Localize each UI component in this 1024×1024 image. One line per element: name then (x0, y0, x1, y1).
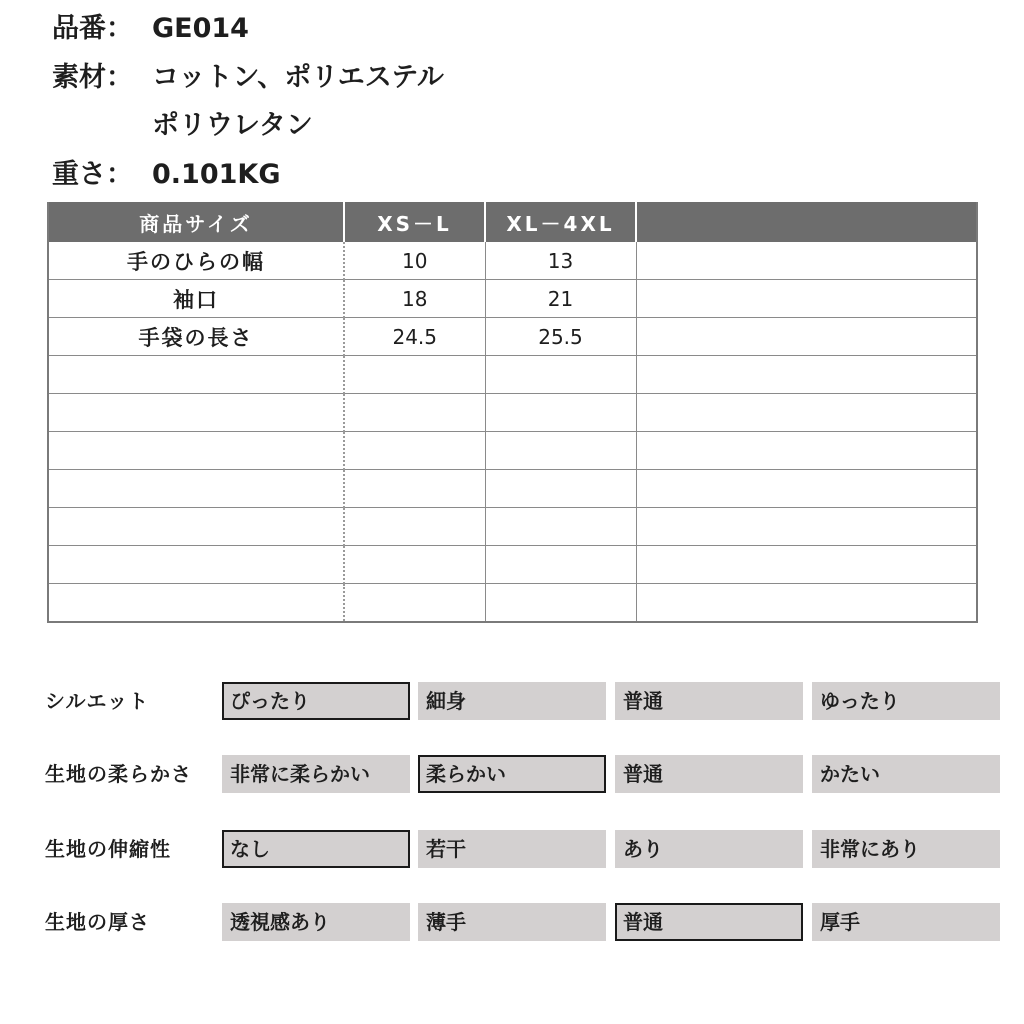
table-row-empty (48, 356, 977, 394)
weight-label: 重さ： (52, 159, 133, 190)
spec-product (52, 6, 249, 45)
scale-label: 生地の伸縮性 (45, 837, 171, 861)
scale-option: 若干 (418, 830, 606, 868)
table-cell: 18 (344, 280, 485, 318)
table-row-empty (48, 432, 977, 470)
row-label: 手のひらの幅 (48, 242, 344, 280)
table-row (48, 242, 977, 280)
table-row (48, 318, 977, 356)
table-cell: 24.5 (344, 318, 485, 356)
product-label: 品番： (52, 13, 133, 44)
header-size-xs-l: XS－L (344, 202, 485, 242)
scale-option: 非常に柔らかい (222, 755, 410, 793)
scale-option-selected: 柔らかい (418, 755, 606, 793)
scale-option: 透視感あり (222, 903, 410, 941)
table-row-empty (48, 584, 977, 623)
scale-fabric-thickness (0, 903, 1024, 941)
table-cell: 13 (485, 242, 636, 280)
header-product-size: 商品サイズ (48, 202, 344, 242)
scale-silhouette (0, 682, 1024, 720)
scale-option-selected: ぴったり (222, 682, 410, 720)
scale-label: 生地の柔らかさ (45, 762, 192, 786)
table-row (48, 280, 977, 318)
header-empty (636, 202, 977, 242)
scale-option: 非常にあり (812, 830, 1000, 868)
scale-option: あり (615, 830, 803, 868)
material-label: 素材： (52, 62, 133, 93)
spec-weight (52, 152, 281, 191)
scale-option: 薄手 (418, 903, 606, 941)
size-table (47, 202, 978, 623)
table-cell (636, 318, 977, 356)
scale-option: 普通 (615, 755, 803, 793)
scale-option: ゆったり (812, 682, 1000, 720)
scale-label: シルエット (45, 689, 150, 713)
scale-option-selected: なし (222, 830, 410, 868)
table-row-empty (48, 470, 977, 508)
scale-option: 普通 (615, 682, 803, 720)
row-label: 袖口 (48, 280, 344, 318)
spec-material (52, 55, 444, 94)
table-cell: 21 (485, 280, 636, 318)
table-cell (636, 280, 977, 318)
weight-value: 0.101KG (152, 159, 281, 190)
scale-fabric-softness (0, 755, 1024, 793)
table-row-empty (48, 546, 977, 584)
scale-label: 生地の厚さ (45, 910, 150, 934)
spec-material-line-2: ポリウレタン (152, 110, 313, 141)
table-row-empty (48, 508, 977, 546)
table-row-empty (48, 394, 977, 432)
scale-option-selected: 普通 (615, 903, 803, 941)
scale-option: 細身 (418, 682, 606, 720)
row-label: 手袋の長さ (48, 318, 344, 356)
table-cell: 10 (344, 242, 485, 280)
scale-option: 厚手 (812, 903, 1000, 941)
scale-option: かたい (812, 755, 1000, 793)
header-size-xl-4xl: XL－4XL (485, 202, 636, 242)
size-table-header (48, 202, 977, 242)
scale-fabric-stretch (0, 830, 1024, 868)
table-cell (636, 242, 977, 280)
table-cell: 25.5 (485, 318, 636, 356)
material-value: コットン、ポリエステル (152, 62, 444, 93)
product-value: GE014 (152, 13, 249, 44)
